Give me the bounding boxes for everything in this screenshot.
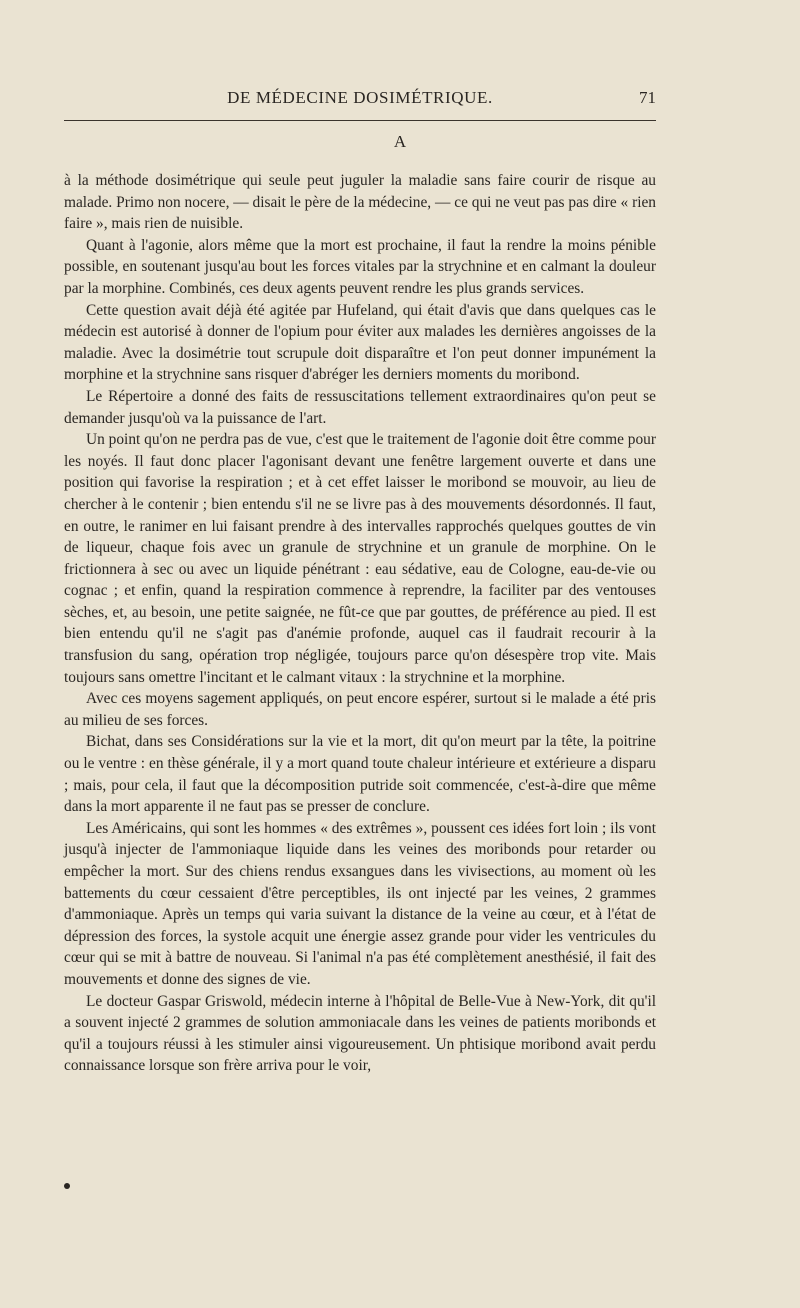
ink-dot: [64, 1183, 70, 1189]
paragraph: Quant à l'agonie, alors même que la mort est prochaine, il faut la rendre la moins pénible possible, en soutenant jusqu'au bout les forces vitales par la strychnine et en calmant la douleur par la morphine. Combinés, ces deux agents peuvent rendre les plus grands services.: [64, 236, 656, 297]
paragraph: Un point qu'on ne perdra pas de vue, c'est que le traitement de l'agonie doit être comme pour les noyés. Il faut donc placer l'agonisant devant une fenêtre largement ouverte et dans une position qui favorise la respiration ; et à cet effet laisser le moribond se mouvoir, au lieu de chercher à le contenir ; bien entendu s'il ne se livre pas à des mouvements désordonnés. Il faut, en outre, le ranimer en lui faisant prendre à des intervalles rapprochés quelques gouttes de vin de liqueur, chaque fois avec un granule de strychnine et un granule de morphine. On le frictionnera à sec ou avec un liquide pénétrant : eau sédative, eau de Cologne, eau-de-vie ou cognac ; et enfin, quand la respiration commence à reprendre, la faciliter par des ventouses sèches, et, au besoin, une petite saignée, ne fût-ce que par gouttes, de préférence au pied. Il est bien entendu qu'il ne s'agit pas d'anémie profonde, auquel cas il faudrait recourir à la transfusion du sang, opération trop négligée, toujours parce qu'on désespère trop vite. Mais toujours sans omettre l'incitant et le calmant vitaux : la strychnine et la morphine.: [64, 431, 656, 686]
section-letter: A: [393, 132, 407, 151]
paragraph: Avec ces moyens sagement appliqués, on peut encore espérer, surtout si le malade a été pris au milieu de ses forces.: [64, 690, 656, 729]
header-rule: [64, 120, 656, 121]
running-head: [64, 88, 656, 110]
paragraph: Cette question avait déjà été agitée par Hufeland, qui était d'avis que dans quelques cas le médecin est autorisé à donner de l'opium pour éviter aux malades les dernières angoisses de la maladie. Avec la dosimétrie tout scrupule doit disparaître et l'on peut donner impunément la morphine et la strychnine sans risquer d'abréger les derniers moments du moribond.: [64, 301, 656, 384]
page-number: 71: [639, 88, 656, 107]
body-text: [64, 170, 656, 1077]
paragraph: Le Répertoire a donné des faits de ressuscitations tellement extraordinaires qu'on peut se demander jusqu'où va la puissance de l'art.: [64, 387, 656, 427]
paragraph: à la méthode dosimétrique qui seule peut juguler la maladie sans faire courir de risque au malade. Primo non nocere, — disait le père de la médecine, — ce qui ne veut pas pas dire « rien faire », mais rien de nuisible.: [64, 172, 656, 233]
paragraph: Le docteur Gaspar Griswold, médecin interne à l'hôpital de Belle-Vue à New-York, dit qu'il a souvent injecté 2 grammes de solution ammoniacale dans les veines de patients moribonds et qu'il a toujours réussi à les stimuler ainsi vigoureusement. Un phtisique moribond avait perdu connaissance lorsque son frère arriva pour le voir,: [64, 992, 656, 1075]
running-title: DE MÉDECINE DOSIMÉTRIQUE.: [227, 88, 493, 107]
paragraph: Bichat, dans ses Considérations sur la vie et la mort, dit qu'on meurt par la tête, la poitrine ou le ventre : en thèse générale, il y a mort quand toute chaleur intérieure et extérieure a disparu ; mais, pour cela, il faut que la décomposition putride soit commencée, c'est-à-dire que même dans la mort apparente il ne faut pas se presser de conclure.: [64, 733, 656, 816]
paragraph: Les Américains, qui sont les hommes « des extrêmes », poussent ces idées fort loin ; ils vont jusqu'à injecter de l'ammoniaque liquide dans les veines des moribonds pour retarder ou empêcher la mort. Sur des chiens rendus exsangues dans les vivisections, au moment où les battements du cœur cessaient d'être perceptibles, ils ont injecté par les veines, 2 grammes d'ammoniaque. Après un temps qui varia suivant la distance de la veine au cœur, et à l'état de dépression des forces, la systole acquit une énergie assez grande pour vider les ventricules du cœur qui se mit à battre de nouveau. Si l'animal n'a pas été complètement anesthésié, il fait des mouvements et donne des signes de vie.: [64, 819, 656, 988]
